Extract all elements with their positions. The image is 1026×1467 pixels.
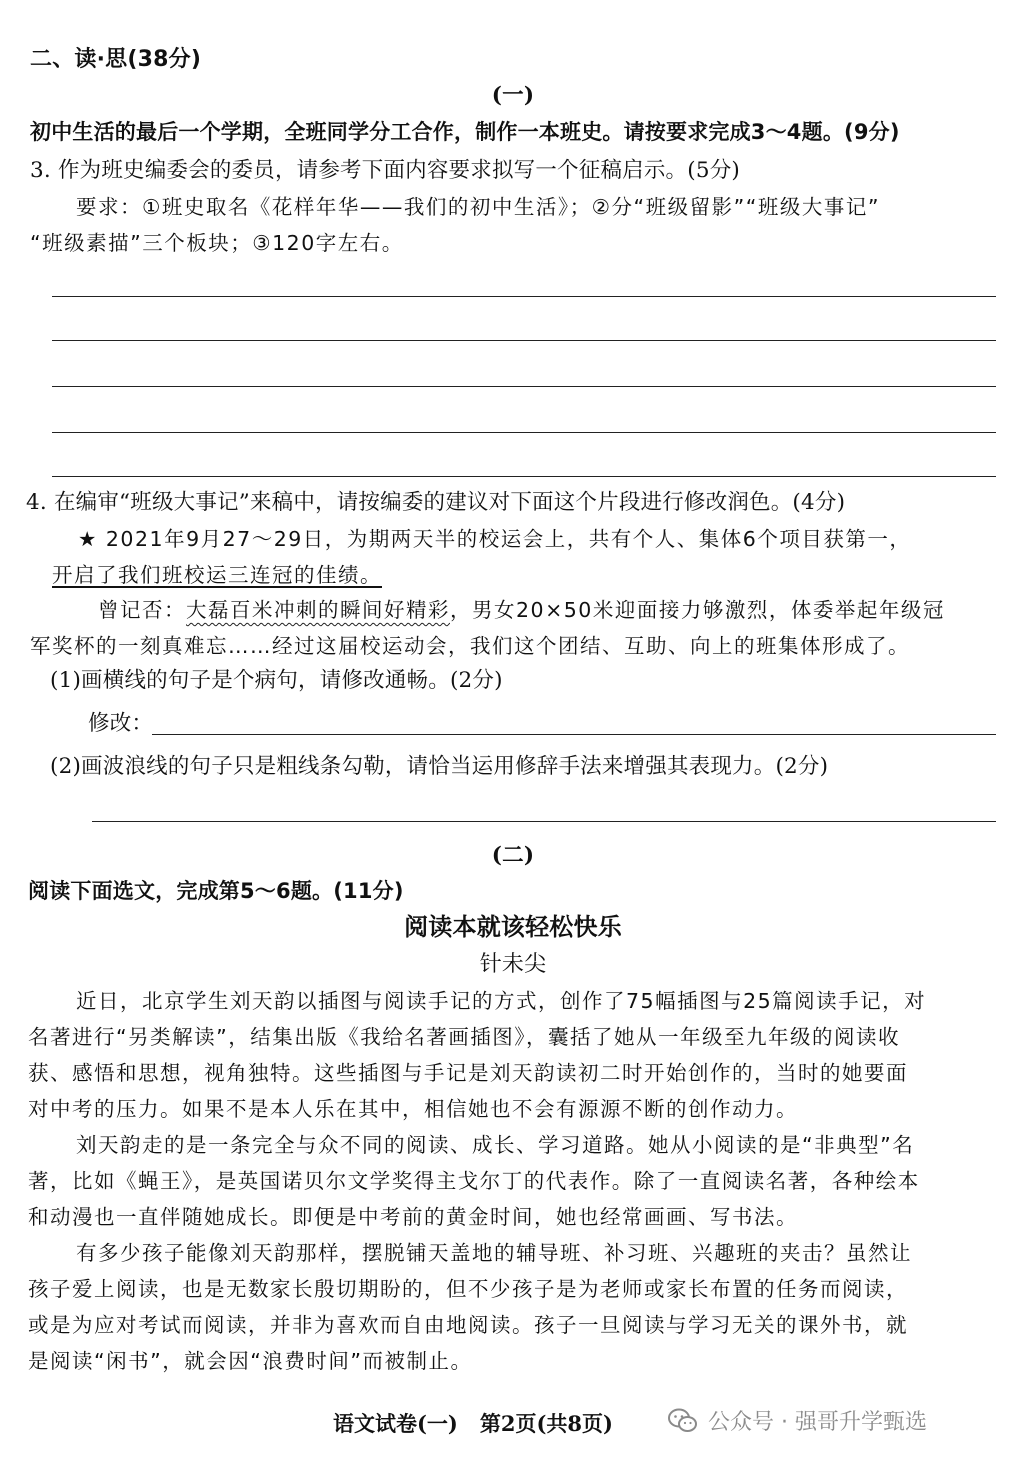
q4-passage-line1: ★ 2021年9月27～29日，为期两天半的校运会上，共有个人、集体6个项目获第一， [78, 527, 912, 551]
part2-intro: 阅读下面选文，完成第5～6题。(11分) [28, 879, 404, 903]
q4-sub2: (2)画波浪线的句子只是粗线条勾勒，请恰当运用修辞手法来增强其表现力。(2分) [50, 754, 829, 779]
wechat-icon [668, 1408, 698, 1434]
section-heading: 二、读·思(38分) [30, 47, 202, 72]
q4-sub2-answer-line[interactable] [92, 821, 996, 822]
q4-underlined-sentence: 开启了我们班校运三连冠的佳绩。 [52, 563, 382, 587]
revise-label: 修改： [88, 711, 154, 736]
q3-answer-line[interactable] [52, 476, 996, 477]
q4-title: 4. 在编审“班级大事记”来稿中，请按编委的建议对下面这个片段进行修改润色。(4分) [26, 490, 846, 515]
part1-label: (一) [491, 83, 535, 108]
article-para3-line: 孩子爱上阅读，也是无数家长殷切期盼的，但不少孩子是为老师或家长布置的任务而阅读， [28, 1277, 908, 1301]
article-title: 阅读本就该轻松快乐 [404, 912, 622, 941]
exam-name: 语文试卷(一) [333, 1411, 458, 1436]
q4-wavy-sentence: 大磊百米冲刺的瞬间好精彩 [186, 598, 450, 622]
watermark [668, 1405, 927, 1436]
article-para2-line: 和动漫也一直伴随她成长。即便是中考前的黄金时间，她也经常画画、写书法。 [28, 1205, 798, 1229]
part1-intro: 初中生活的最后一个学期，全班同学分工合作，制作一本班史。请按要求完成3～4题。(9分) [30, 120, 900, 144]
q4-sub1: (1)画横线的句子是个病句，请修改通畅。(2分) [50, 668, 503, 693]
q3-answer-line[interactable] [52, 386, 996, 387]
article-para3-line: 有多少孩子能像刘天韵那样，摆脱铺天盖地的辅导班、补习班、兴趣班的夹击？虽然让 [76, 1241, 912, 1265]
article-para2-line: 刘天韵走的是一条完全与众不同的阅读、成长、学习道路。她从小阅读的是“非典型”名 [76, 1133, 915, 1157]
page-number: 第2页(共8页) [479, 1411, 613, 1436]
article-para2-line: 著，比如《蝇王》，是英国诺贝尔文学奖得主戈尔丁的代表作。除了一直阅读名著，各种绘本 [28, 1169, 920, 1193]
q3-requirement-line2: “班级素描”三个板块；③120字左右。 [30, 231, 404, 255]
q3-answer-line[interactable] [52, 432, 996, 433]
article-para1-line: 对中考的压力。如果不是本人乐在其中，相信她也不会有源源不断的创作动力。 [28, 1097, 798, 1121]
q4-passage-prefix: 曾记否： [98, 598, 186, 622]
page-footer [333, 1408, 635, 1438]
article-para3-line: 是阅读“闲书”，就会因“浪费时间”而被制止。 [28, 1349, 473, 1373]
revise-answer-line[interactable] [152, 734, 996, 735]
q4-passage-rest: ，男女20×50米迎面接力够激烈，体委举起年级冠 [450, 598, 945, 622]
article-para3-line: 或是为应对考试而阅读，并非为喜欢而自由地阅读。孩子一旦阅读与学习无关的课外书，就 [28, 1313, 908, 1337]
q4-passage-line4: 军奖杯的一刻真难忘……经过这届校运动会，我们这个团结、互助、向上的班集体形成了。 [30, 634, 910, 658]
part2-label: (二) [491, 843, 535, 868]
q3-answer-line[interactable] [52, 340, 996, 341]
article-para1-line: 近日，北京学生刘天韵以插图与阅读手记的方式，创作了75幅插图与25篇阅读手记，对 [76, 989, 927, 1013]
article-author: 针未尖 [479, 952, 547, 977]
q3-answer-line[interactable] [52, 296, 996, 297]
q3-requirement-line1: 要求：①班史取名《花样年华——我们的初中生活》；②分“班级留影”“班级大事记” [76, 195, 880, 219]
watermark-text: 公众号 · 强哥升学甄选 [708, 1410, 927, 1435]
q3-title: 3. 作为班史编委会的委员，请参考下面内容要求拟写一个征稿启示。(5分) [30, 158, 741, 183]
article-para1-line: 获、感悟和思想，视角独特。这些插图与手记是刘天韵读初二时开始创作的，当时的她要面 [28, 1061, 908, 1085]
q4-passage-line3 [98, 596, 945, 624]
article-para1-line: 名著进行“另类解读”，结集出版《我给名著画插图》，囊括了她从一年级至九年级的阅读收 [28, 1025, 900, 1049]
